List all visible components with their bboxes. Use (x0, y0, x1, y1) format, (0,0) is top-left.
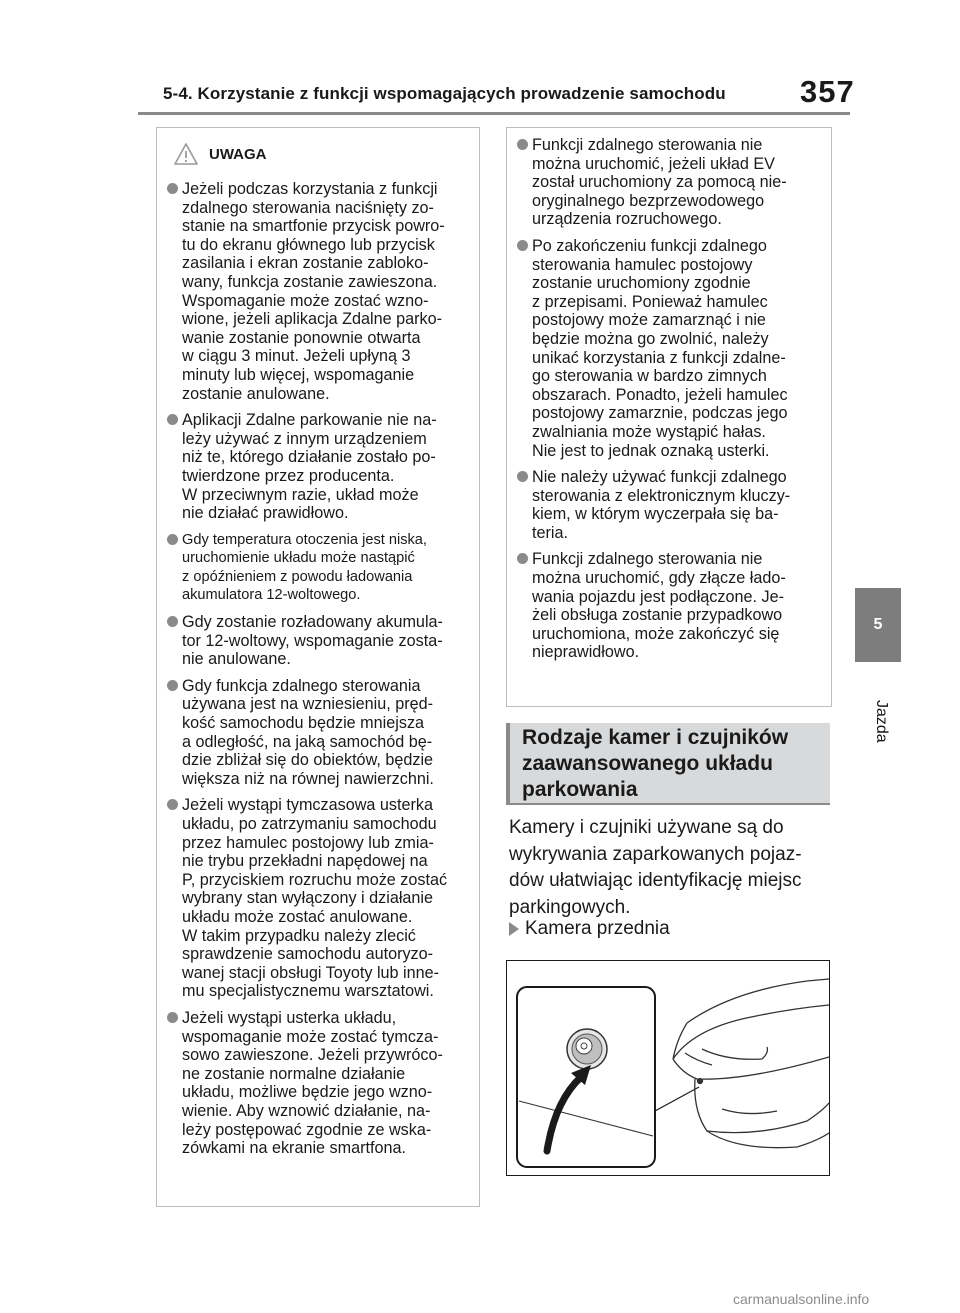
subheading (509, 918, 670, 940)
warning-item (167, 531, 473, 605)
watermark: carmanualsonline.info (733, 1291, 870, 1307)
warning-item (167, 796, 473, 1001)
car-front-icon (673, 979, 829, 1148)
warning-item-text: Jeżeli podczas korzystania z funkcji zdalnego sterowania naciśnięty zo- stanie na smartfonie przycisk powro- tu do ekranu głównego lub przycisk zasilania i ekran zostanie zabloko- wany, funkcja zostanie zawieszona. Wspomaganie może zostać wzno- wione, jeżeli aplikacja Zdalne parko- wanie zostanie ponownie otwarta w ciągu 3 minut. Jeżeli upłyną 3 minuty lub więcej, wspomaganie zostanie anulowane. (182, 180, 445, 403)
warning-item-text: Funkcji zdalnego sterowania nie można uruchomić, jeżeli układ EV został uruchomiony za pomocą nie- oryginalnego bezprzewodowego urządzenia rozruchowego. (532, 136, 787, 229)
warning-box-continued (506, 127, 832, 707)
chapter-tab-label: Jazda (873, 700, 890, 743)
warning-item-text: Po zakończeniu funkcji zdalnego sterowania hamulec postojowy zostanie uruchomiony zgodnie z przepisami. Ponieważ hamulec postojowy może zamarznąć i nie będzie można go zwolnić, należy unikać korzystania z funkcji zdalne- go sterowania w bardzo zimnych obszarach. Ponadto, jeżeli hamulec postojowy zamarznie, podczas jego zwalniania może wystąpić hałas. Nie jest to jednak oznaką usterki. (532, 236, 788, 460)
warning-title: UWAGA (209, 145, 267, 163)
subheading-text: Kamera przednia (525, 918, 670, 939)
bullet-icon (517, 553, 528, 564)
header-divider (138, 112, 850, 115)
warning-item (167, 677, 473, 789)
warning-item (517, 136, 825, 229)
bullet-icon (517, 139, 528, 150)
front-camera-illustration (507, 961, 829, 1175)
warning-item (517, 550, 825, 662)
warning-header (173, 142, 267, 166)
page-number: 357 (800, 74, 855, 109)
warning-list (167, 180, 473, 1166)
bullet-icon (167, 1012, 178, 1023)
warning-list-continued (517, 136, 825, 670)
callout-line (655, 1087, 699, 1111)
warning-item-text: Aplikacji Zdalne parkowanie nie na- leży używać z innym urządzeniem niż te, którego działanie zostało po- twierdzone przez producenta. W przeciwnym razie, układ może nie działać prawidłowo. (182, 411, 437, 523)
bullet-icon (167, 534, 178, 545)
section-body: Kamery i czujniki używane są do wykrywania zaparkowanych pojaz- dów ułatwiając identyfikację miejsc parkingowych. (509, 817, 802, 918)
warning-item-text: Gdy funkcja zdalnego sterowania używana jest na wzniesieniu, pręd- kość samochodu będzie mniejsza a odległość, na jaką samochód bę- dzie zbliżał się do obiektów, będzie większa niż na równej nawierzchni. (182, 676, 434, 788)
front-camera-figure (506, 960, 830, 1176)
warning-item-text: Gdy temperatura otoczenia jest niska, uruchomienie układu może nastąpić z opóźnieniem z powodu ładowania akumulatora 12-woltowego. (182, 531, 427, 604)
bullet-icon (517, 240, 528, 251)
warning-item (517, 237, 825, 460)
warning-triangle-icon (173, 142, 199, 166)
chapter-header: 5-4. Korzystanie z funkcji wspomagających prowadzenie samochodu (163, 84, 726, 103)
bullet-icon (167, 680, 178, 691)
warning-item (167, 1009, 473, 1158)
warning-item-text: Nie należy używać funkcji zdalnego sterowania z elektronicznym kluczy- kiem, w którym wyczerpała się ba- teria. (532, 468, 791, 542)
bullet-icon (167, 183, 178, 194)
warning-item (167, 180, 473, 403)
bullet-icon (517, 471, 528, 482)
bullet-icon (167, 414, 178, 425)
warning-item (517, 468, 825, 542)
warning-item-text: Gdy zostanie rozładowany akumula- tor 12-woltowy, wspomaganie zosta- nie anulowane. (182, 613, 443, 669)
section-heading-box (506, 723, 830, 805)
warning-item (167, 613, 473, 669)
section-heading: Rodzaje kamer i czujników zaawansowanego układu parkowania (522, 726, 789, 801)
front-camera-icon (567, 1029, 607, 1069)
play-arrow-icon (509, 922, 519, 936)
warning-item-text: Jeżeli wystąpi usterka układu, wspomaganie może zostać tymcza- sowo zawieszone. Jeżeli przywróco- ne zostanie normalne działanie układu, możliwe będzie jego wzno- wienie. Aby wznowić działanie, na- leży postępować zgodnie ze wska- zówkami na ekranie smartfona. (182, 1008, 443, 1158)
chapter-tab: 5 (855, 588, 901, 662)
bullet-icon (167, 799, 178, 810)
warning-item-text: Funkcji zdalnego sterowania nie można uruchomić, gdy złącze łado- wania pojazdu jest podłączone. Je- żeli obsługa zostanie przypadkowo uruchomiona, może zakończyć się nieprawidłowo. (532, 550, 786, 662)
warning-item-text: Jeżeli wystąpi tymczasowa usterka układu, po zatrzymaniu samochodu przez hamulec postojowy lub zmia- nie trybu przekładni napędowej na P, przyciskiem rozruchu może zostać wybrany stan wyłączony i działanie układu może zostać anulowane. W takim przypadku należy zlecić sprawdzenie samochodu autoryzo- wanej stacji obsługi Toyoty lub inne- mu specjalistycznemu warsztatowi. (182, 796, 448, 1001)
bullet-icon (167, 616, 178, 627)
warning-box (156, 127, 480, 1207)
warning-item (167, 411, 473, 523)
